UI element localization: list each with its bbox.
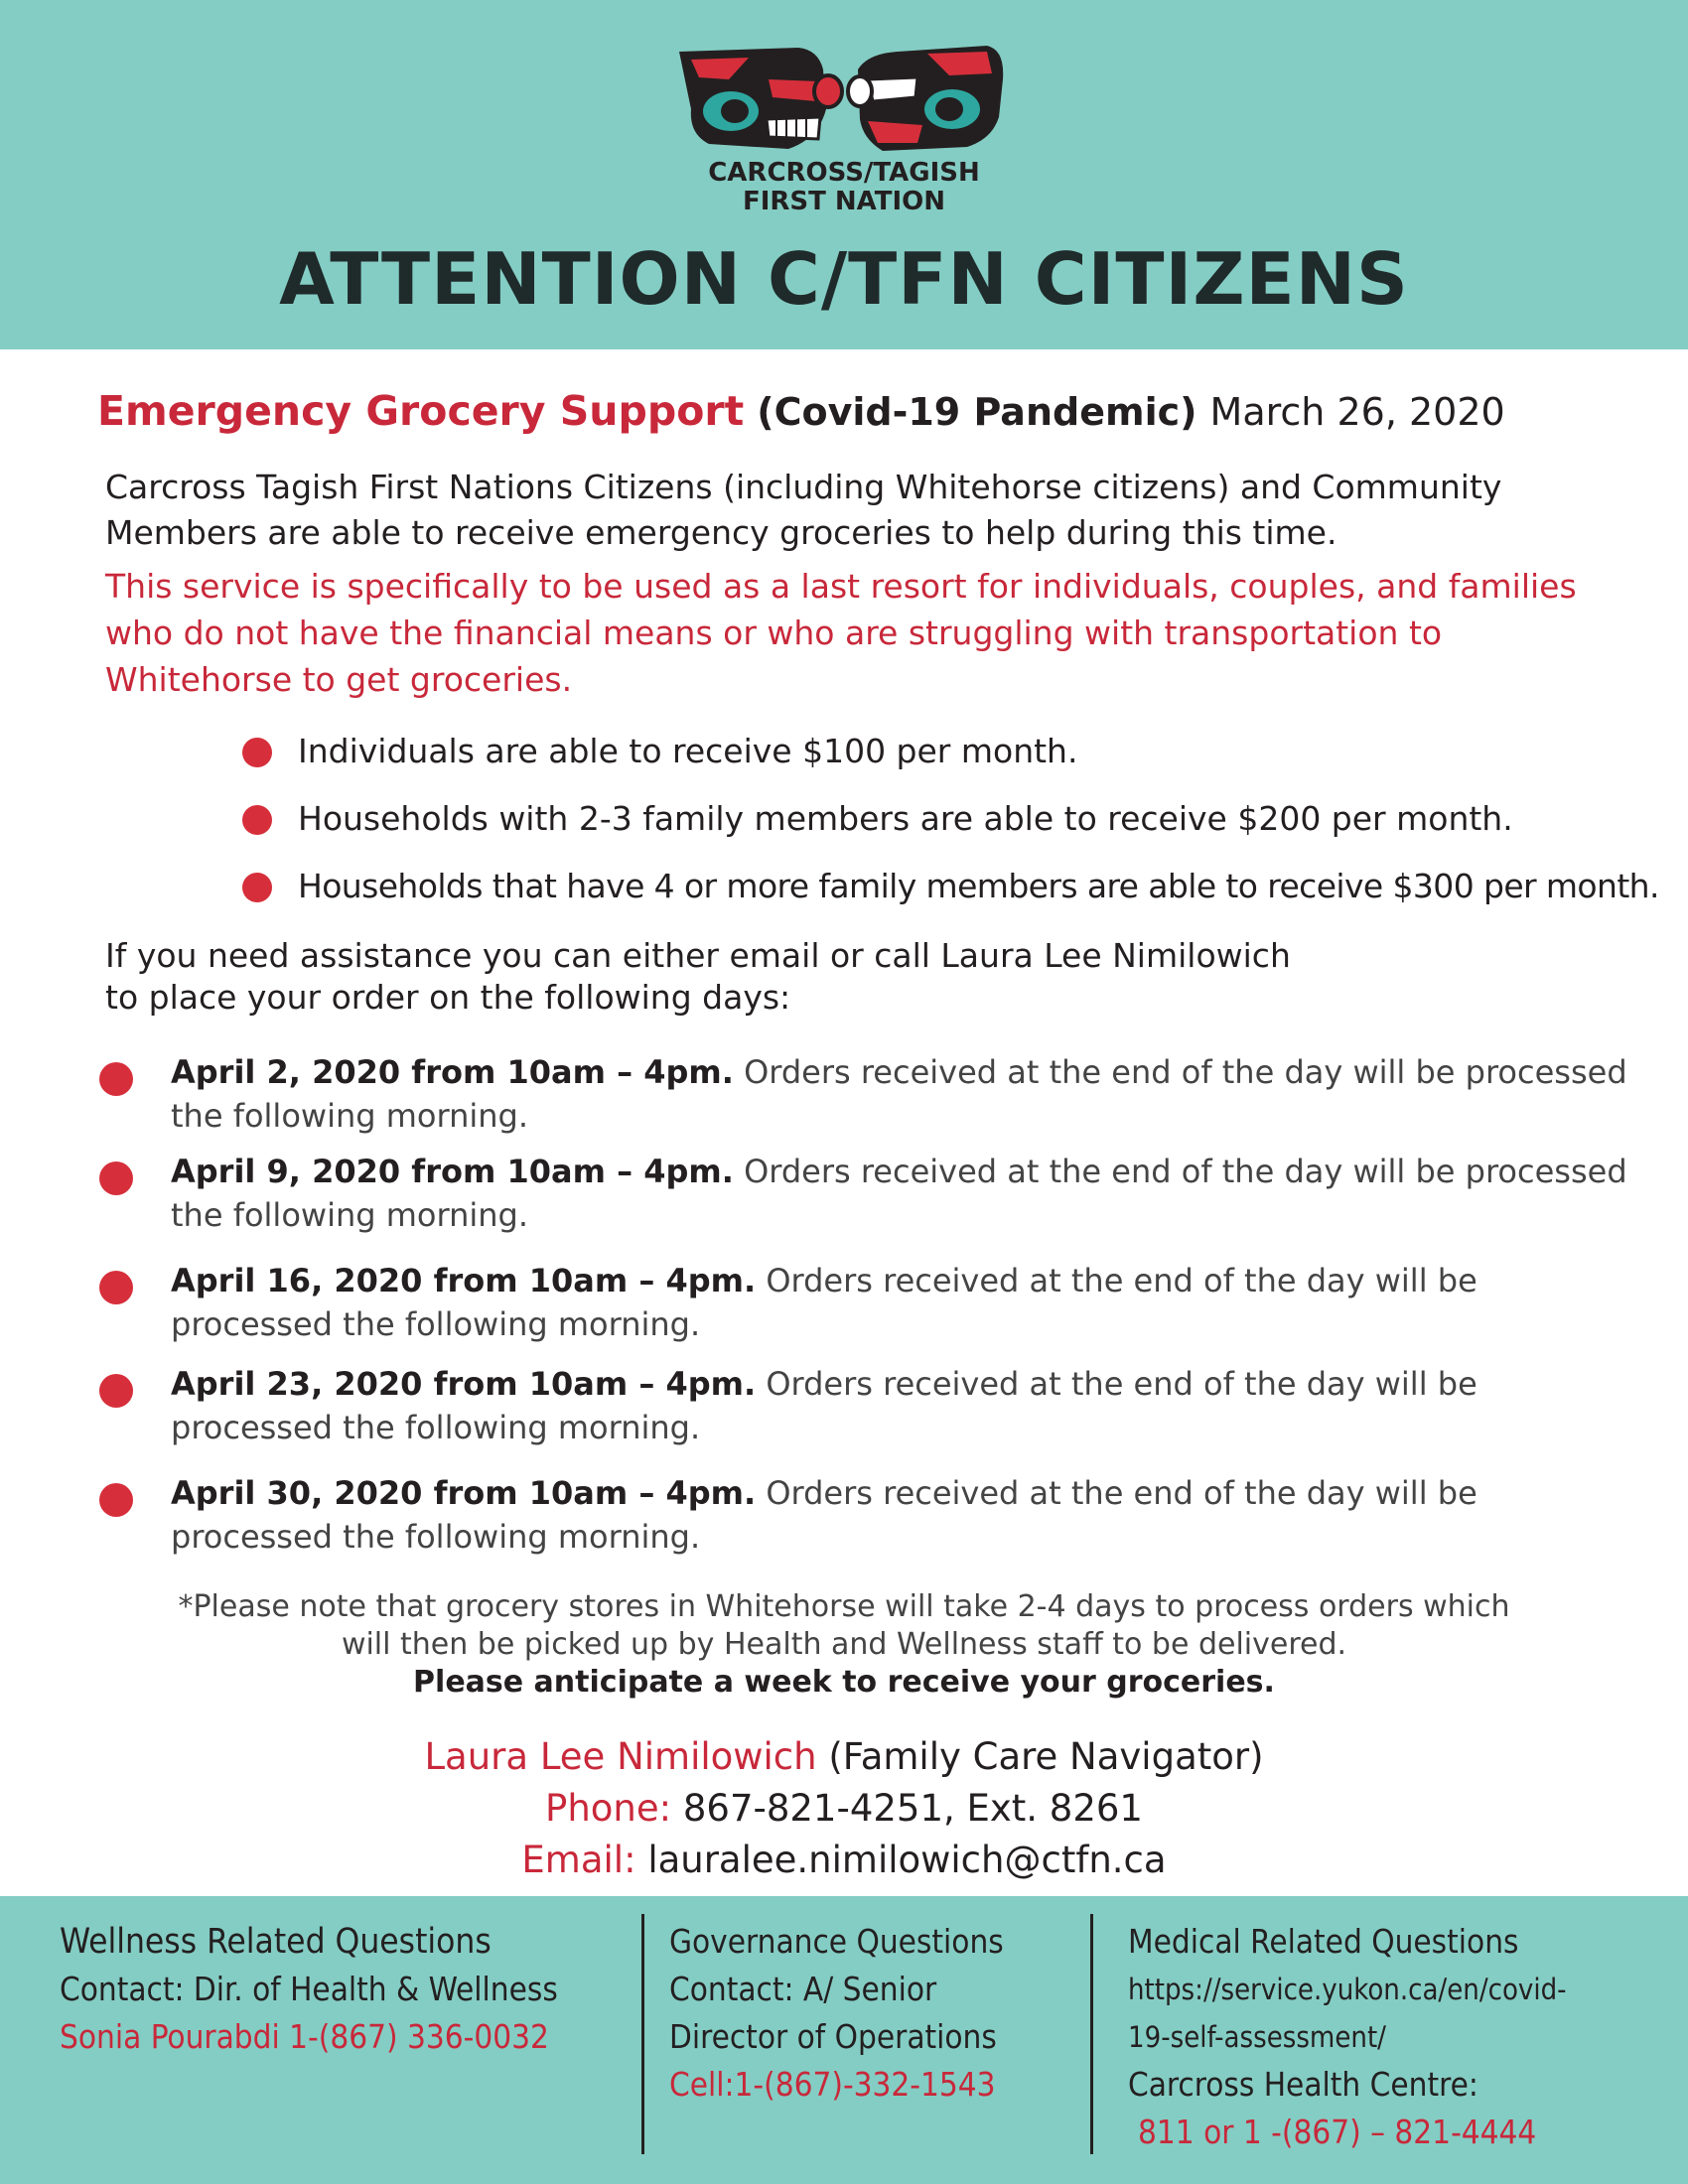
medical-url-line1[interactable]: https://service.yukon.ca/en/covid-: [1128, 1973, 1567, 2006]
bullet-dot-icon: [242, 873, 272, 902]
contact-name: Laura Lee Nimilowich: [424, 1735, 817, 1778]
org-name: [645, 159, 1043, 216]
schedule-body: [171, 1050, 1640, 1138]
org-name-line1: CARCROSS/TAGISH: [708, 158, 980, 188]
amount-text: Households with 2-3 family members are able to receive $200 per month.: [298, 799, 1513, 838]
contact-role: (Family Care Navigator): [828, 1735, 1264, 1778]
headline: [97, 383, 1505, 440]
medical-title: Medical Related Questions: [1128, 1922, 1519, 1961]
bullet-dot-icon: [99, 1161, 133, 1195]
divider: [1090, 1914, 1093, 2154]
schedule-note: Orders received at the end of the day will be processed the following morning.: [171, 1365, 1477, 1446]
headline-paren: (Covid-19 Pandemic): [757, 390, 1197, 434]
footer-governance: [669, 1918, 1066, 2109]
bullet-dot-icon: [99, 1062, 133, 1096]
assist-text: [105, 935, 1495, 1019]
bullet-dot-icon: [99, 1483, 133, 1517]
schedule-date: April 16, 2020 from 10am – 4pm.: [171, 1262, 757, 1299]
contact-block: [0, 1731, 1688, 1886]
page-title: ATTENTION C/TFN CITIZENS: [279, 237, 1409, 321]
medical-url-line2[interactable]: 19-self-assessment/: [1128, 2020, 1386, 2054]
wellness-person[interactable]: Sonia Pourabdi 1-(867) 336-0032: [60, 2017, 549, 2056]
amount-text: Individuals are able to receive $100 per month.: [298, 732, 1078, 770]
headline-date: March 26, 2020: [1209, 390, 1505, 434]
org-name-line2: FIRST NATION: [742, 187, 946, 216]
schedule-date: April 9, 2020 from 10am – 4pm.: [171, 1153, 734, 1190]
schedule-body: [171, 1362, 1640, 1449]
assist-line2: to place your order on the following days:: [105, 978, 791, 1017]
intro-red-text: This service is specifically to be used as a last resort for individuals, couples, and families who do not have the financial means or who are struggling with transportation to Whitehorse to get groceries.: [105, 567, 1577, 699]
schedule-note: Orders received at the end of the day will be processed the following morning.: [171, 1053, 1627, 1135]
schedule-note: Orders received at the end of the day will be processed the following morning.: [171, 1474, 1477, 1556]
footer-wellness: [60, 1918, 626, 2061]
list-item: [242, 729, 1652, 796]
note-line1: *Please note that grocery stores in Whitehorse will take 2-4 days to process orders which: [178, 1589, 1510, 1624]
email-link[interactable]: lauralee.nimilowich@ctfn.ca: [647, 1839, 1167, 1881]
processing-note: [99, 1588, 1589, 1702]
list-item: [242, 864, 1659, 931]
ctfn-logo-icon: [669, 40, 1017, 159]
medical-centre: Carcross Health Centre:: [1128, 2065, 1478, 2104]
schedule-body: [171, 1150, 1640, 1237]
intro-text: Carcross Tagish First Nations Citizens (including Whitehorse citizens) and Community Members are able to receive emergency groceries to help during this time.: [105, 468, 1502, 552]
schedule-date: April 30, 2020 from 10am – 4pm.: [171, 1474, 757, 1512]
phone-label: Phone:: [545, 1787, 672, 1830]
note-line3: Please anticipate a week to receive your groceries.: [413, 1665, 1275, 1700]
divider: [641, 1914, 644, 2154]
bullet-dot-icon: [99, 1271, 133, 1304]
headline-main: Emergency Grocery Support: [97, 387, 745, 435]
wellness-title: Wellness Related Questions: [60, 1922, 492, 1962]
footer-medical: [1128, 1918, 1654, 2156]
bullet-dot-icon: [242, 805, 272, 835]
governance-cell[interactable]: Cell:1-(867)-332-1543: [669, 2065, 996, 2104]
amount-list: [242, 729, 1659, 931]
bullet-dot-icon: [242, 738, 272, 767]
note-line2: will then be picked up by Health and Wellness staff to be delivered.: [341, 1627, 1347, 1662]
schedule-note: Orders received at the end of the day will be processed the following morning.: [171, 1262, 1477, 1343]
medical-phone[interactable]: 811 or 1 -(867) – 821-4444: [1138, 2113, 1537, 2151]
medical-url[interactable]: [1128, 1966, 1654, 2061]
schedule-body: [171, 1259, 1640, 1346]
governance-contact1: Contact: A/ Senior: [669, 1970, 937, 2008]
assist-line1: If you need assistance you can either email or call Laura Lee Nimilowich: [105, 936, 1291, 975]
bullet-dot-icon: [99, 1374, 133, 1408]
list-item: [242, 796, 1652, 864]
schedule-body: [171, 1471, 1640, 1559]
header-banner: [0, 0, 1688, 349]
governance-title: Governance Questions: [669, 1922, 1004, 1961]
schedule-date: April 2, 2020 from 10am – 4pm.: [171, 1053, 734, 1091]
phone-link[interactable]: 867-821-4251, Ext. 8261: [682, 1787, 1143, 1830]
email-label: Email:: [521, 1839, 636, 1881]
footer-banner: [0, 1896, 1688, 2184]
schedule-date: April 23, 2020 from 10am – 4pm.: [171, 1365, 757, 1403]
amount-text: Households that have 4 or more family members are able to receive $300 per month.: [298, 867, 1659, 905]
governance-contact2: Director of Operations: [669, 2017, 997, 2056]
schedule-note: Orders received at the end of the day will be processed the following morning.: [171, 1153, 1627, 1234]
wellness-contact: Contact: Dir. of Health & Wellness: [60, 1970, 558, 2008]
